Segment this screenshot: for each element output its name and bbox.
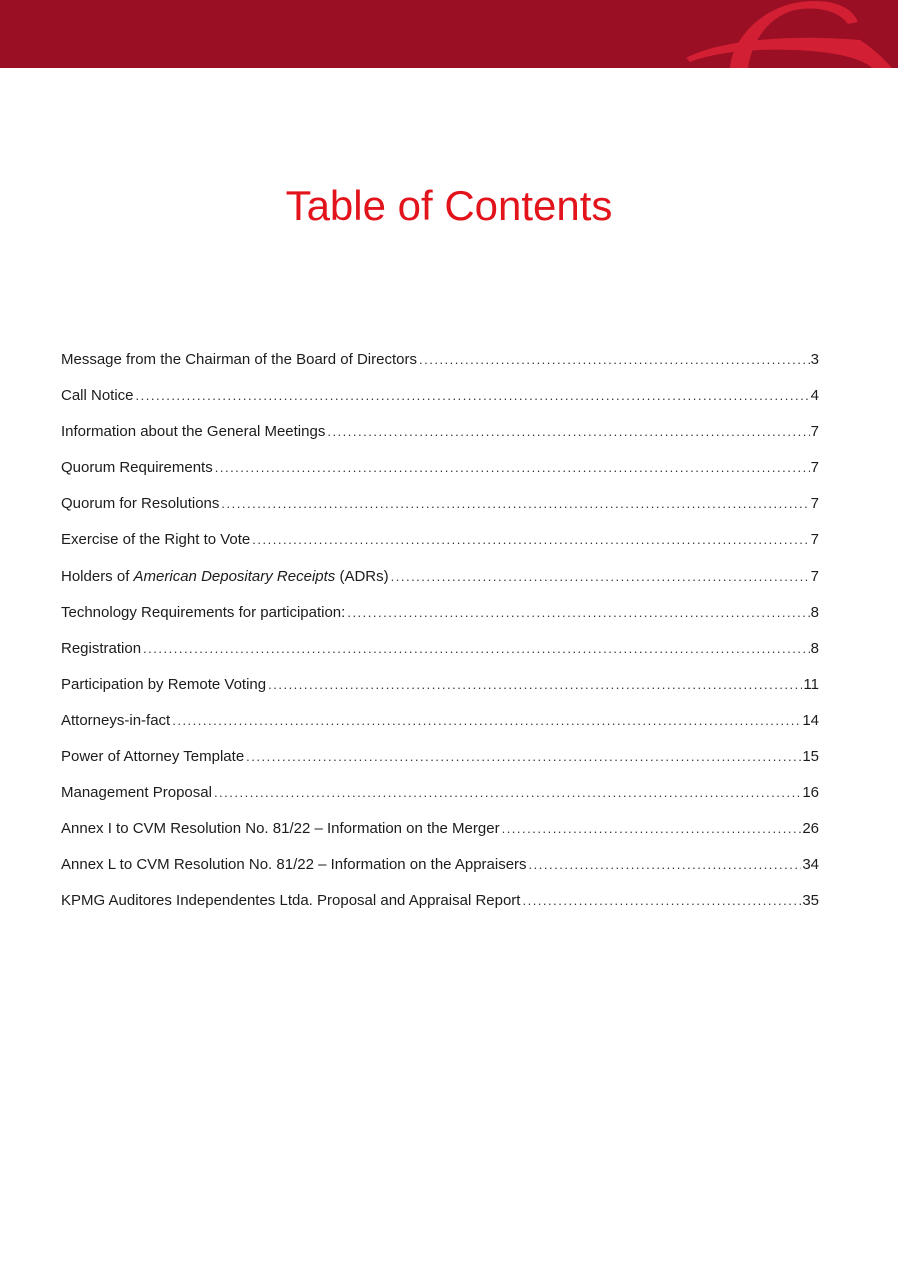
dot-leader (143, 635, 810, 663)
dot-leader (529, 851, 802, 879)
dot-leader (136, 382, 810, 410)
toc-entry-label: Registration (61, 639, 142, 657)
dot-leader (172, 707, 801, 735)
toc-entry-page: 7 (810, 567, 819, 585)
toc-entry-label (61, 563, 389, 591)
toc-entry-label: KPMG Auditores Independentes Ltda. Proposal and Appraisal Report (61, 892, 521, 910)
dot-leader (502, 815, 802, 843)
toc-entry-page: 4 (810, 387, 819, 405)
toc-entry-label: Quorum for Resolutions (61, 495, 220, 513)
dot-leader (215, 454, 810, 482)
dot-leader (391, 563, 810, 591)
toc-entry-page: 11 (803, 675, 819, 693)
dot-leader (419, 346, 810, 374)
toc-entry-label: Management Proposal (61, 784, 212, 802)
page-title: Table of Contents (285, 182, 613, 229)
toc-entry-label-italic: American Depositary Receipts (133, 567, 336, 585)
toc-entry[interactable] (61, 382, 819, 418)
toc-entry-page: 16 (802, 784, 819, 802)
dot-leader (252, 526, 809, 554)
toc-entry[interactable] (61, 851, 819, 887)
toc-entry[interactable] (61, 707, 819, 743)
toc-entry[interactable] (61, 599, 819, 635)
toc-entry[interactable] (61, 743, 819, 779)
toc-entry-page: 7 (810, 531, 819, 549)
toc-entry-label: Power of Attorney Template (61, 748, 245, 766)
table-of-contents (61, 346, 819, 924)
toc-entry[interactable] (61, 635, 819, 671)
toc-entry-page: 8 (810, 603, 819, 621)
toc-entry-label-prefix: Holders of (61, 567, 134, 585)
swirl-logo-icon (0, 0, 898, 68)
toc-entry-page: 35 (802, 892, 819, 910)
toc-entry-label: Quorum Requirements (61, 459, 213, 477)
dot-leader (327, 418, 809, 446)
toc-entry-page: 14 (802, 711, 819, 729)
toc-entry-page: 7 (810, 495, 819, 513)
toc-entry[interactable] (61, 815, 819, 851)
toc-entry-page: 15 (802, 748, 819, 766)
dot-leader (522, 887, 801, 915)
toc-entry-label: Call Notice (61, 387, 134, 405)
toc-entry[interactable] (61, 887, 819, 923)
toc-entry-label: Annex L to CVM Resolution No. 81/22 – Information on the Appraisers (61, 856, 527, 874)
toc-entry-label: Message from the Chairman of the Board of Directors (61, 351, 417, 368)
toc-entry[interactable] (61, 454, 819, 490)
toc-entry[interactable] (61, 526, 819, 562)
toc-entry-page: 34 (802, 856, 819, 874)
toc-entry[interactable] (61, 418, 819, 454)
toc-entry-page: 26 (802, 820, 819, 838)
toc-entry-label: Attorneys-in-fact (61, 711, 171, 729)
dot-leader (246, 743, 801, 771)
dot-leader (268, 671, 802, 699)
toc-entry-page: 8 (810, 639, 819, 657)
toc-entry-label: Technology Requirements for participation: (61, 603, 346, 621)
toc-entry[interactable] (61, 671, 819, 707)
dot-leader (214, 779, 801, 807)
dot-leader (221, 490, 809, 518)
toc-entry[interactable] (61, 779, 819, 815)
toc-entry-label: Participation by Remote Voting (61, 675, 267, 693)
toc-entry-label: Information about the General Meetings (61, 423, 326, 441)
toc-entry-label: Annex I to CVM Resolution No. 81/22 – Information on the Merger (61, 820, 500, 838)
toc-entry[interactable] (61, 346, 819, 382)
toc-entry-label: Exercise of the Right to Vote (61, 531, 251, 549)
dot-leader (347, 599, 809, 627)
toc-entry-page: 7 (810, 459, 819, 477)
toc-entry-page: 3 (810, 351, 819, 368)
toc-entry-label-suffix: (ADRs) (335, 567, 389, 585)
toc-entry[interactable] (61, 563, 819, 599)
toc-entry[interactable] (61, 490, 819, 526)
toc-entry-page: 7 (810, 423, 819, 441)
header-band (0, 0, 898, 68)
